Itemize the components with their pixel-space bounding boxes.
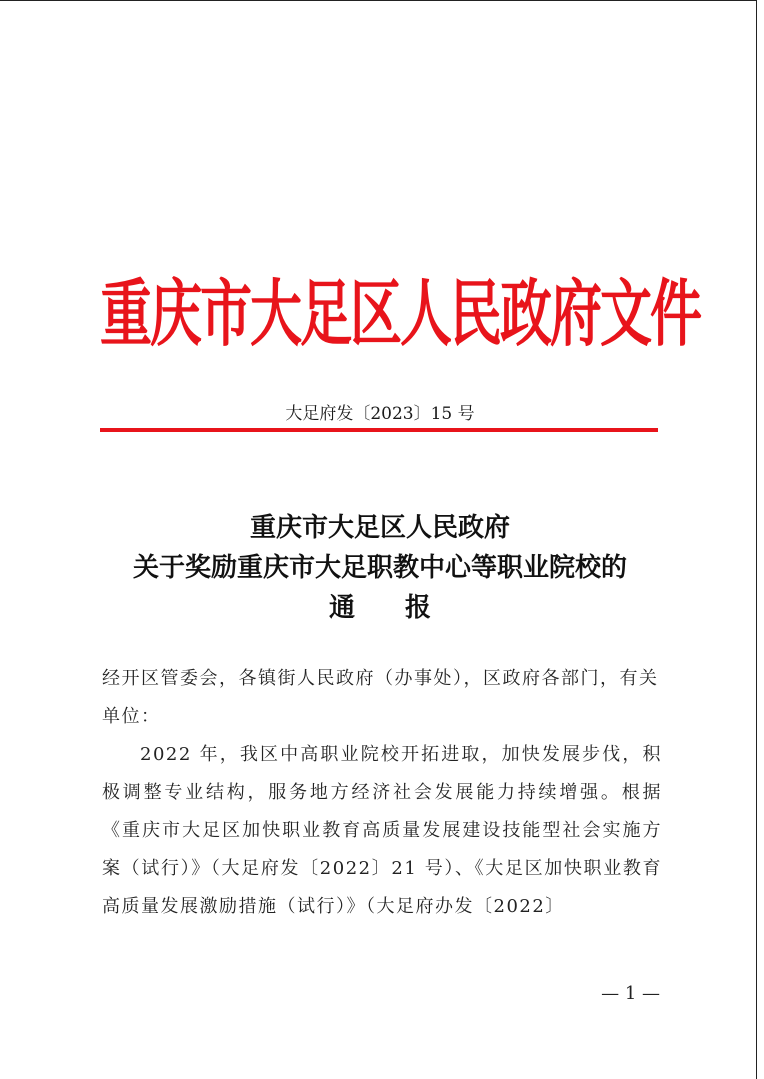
page-border-top <box>0 0 757 1</box>
title-line-2: 关于奖励重庆市大足职教中心等职业院校的 <box>132 553 627 583</box>
salutation: 经开区管委会，各镇街人民政府（办事处），区政府各部门，有关单位： <box>102 668 659 727</box>
masthead-title: 重庆市大足区人民政府文件 <box>100 273 701 358</box>
page-number: — 1 — <box>601 983 660 1004</box>
red-separator-line <box>100 428 658 432</box>
document-number: 大足府发〔2023〕15 号 <box>285 404 475 424</box>
title-line-3: 通报 <box>328 593 481 623</box>
title-line-1: 重庆市大足区人民政府 <box>249 513 510 543</box>
document-title <box>80 508 680 628</box>
page-border-right <box>756 0 757 1079</box>
body-paragraph-1: 2022 年，我区中高职业院校开拓进取，加快发展步伐，积极调整专业结构，服务地方经济社会发展能力持续增强。根据《重庆市大足区加快职业教育高质量发展建设技能型社会实施方案（试行）》（大足府发〔2022〕21 号）、《大足区加快职业教育高质量发展激励措施（试行）》（大足府办发〔2022〕 <box>102 744 662 917</box>
document-body <box>102 660 662 926</box>
